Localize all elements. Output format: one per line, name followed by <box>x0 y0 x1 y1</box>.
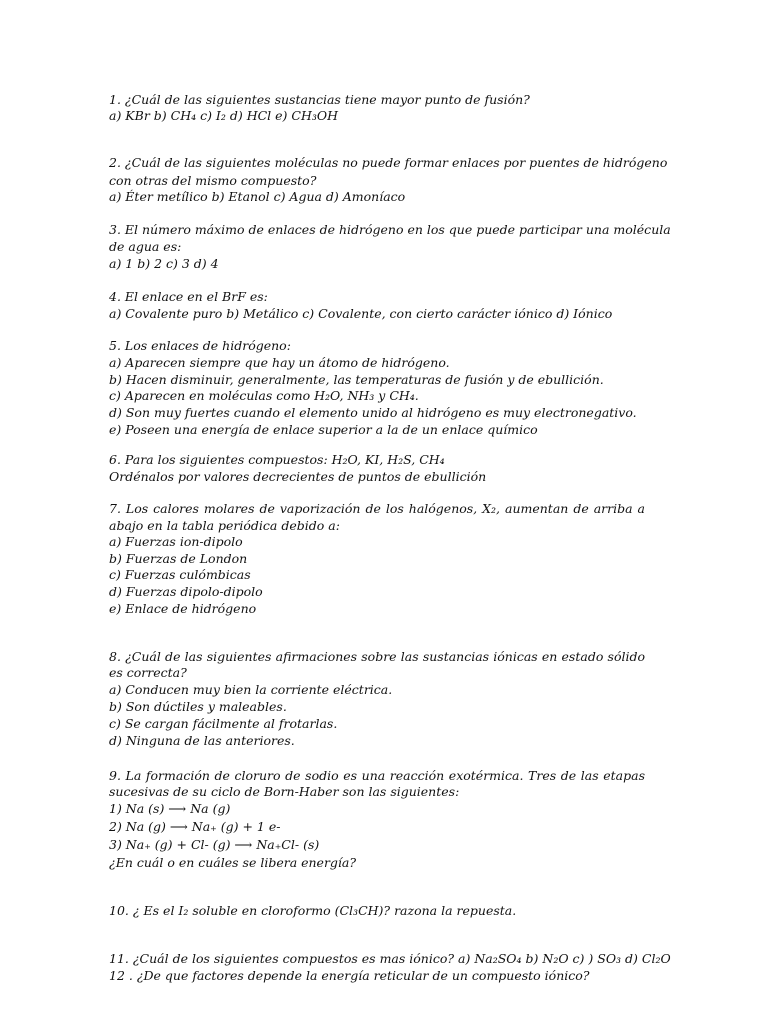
q5-option-d: d) Son muy fuertes cuando el elemento unido al hidrógeno es muy electronegativo. <box>109 405 637 420</box>
q2-text-cont: con otras del mismo compuesto? <box>109 173 317 188</box>
q3-text-cont: de agua es: <box>109 239 182 254</box>
q7-option-a: a) Fuerzas ion-dipolo <box>109 534 243 549</box>
q7-option-e: e) Enlace de hidrógeno <box>109 601 257 616</box>
q7-text: 7. Los calores molares de vaporización de los halógenos, X₂, aumentan de arriba a <box>109 501 645 516</box>
q9-question: ¿En cuál o en cuáles se libera energía? <box>109 855 357 870</box>
q7-option-c: c) Fuerzas culómbicas <box>109 567 251 582</box>
q3-options: a) 1 b) 2 c) 3 d) 4 <box>109 256 219 271</box>
q5-option-a: a) Aparecen siempre que hay un átomo de hidrógeno. <box>109 355 450 370</box>
q8-text: 8. ¿Cuál de las siguientes afirmaciones sobre las sustancias iónicas en estado sólido <box>109 649 645 664</box>
q8-option-c: c) Se cargan fácilmente al frotarlas. <box>109 716 338 731</box>
q10-text: 10. ¿ Es el I₂ soluble en cloroformo (Cl₃CH)? razona la repuesta. <box>109 903 517 918</box>
q5-option-b: b) Hacen disminuir, generalmente, las temperaturas de fusión y de ebullición. <box>109 372 604 387</box>
q3-text: 3. El número máximo de enlaces de hidrógeno en los que puede participar una molécula <box>109 222 671 237</box>
q7-text-cont: abajo en la tabla periódica debido a: <box>109 518 340 533</box>
q8-option-a: a) Conducen muy bien la corriente eléctrica. <box>109 682 393 697</box>
q1-options: a) KBr b) CH₄ c) I₂ d) HCl e) CH₃OH <box>109 108 339 123</box>
q8-text-cont: es correcta? <box>109 665 187 680</box>
q7-option-b: b) Fuerzas de London <box>109 551 248 566</box>
q1-text: 1. ¿Cuál de las siguientes sustancias tiene mayor punto de fusión? <box>109 92 530 107</box>
q9-text: 9. La formación de cloruro de sodio es una reacción exotérmica. Tres de las etapas <box>109 768 645 783</box>
q5-option-c: c) Aparecen en moléculas como H₂O, NH₃ y CH₄. <box>109 388 419 403</box>
q5-option-e: e) Poseen una energía de enlace superior a la de un enlace químico <box>109 422 538 437</box>
q6-text: 6. Para los siguientes compuestos: H₂O, KI, H₂S, CH₄ <box>109 452 445 467</box>
q4-text: 4. El enlace en el BrF es: <box>109 289 268 304</box>
q8-option-b: b) Son dúctiles y maleables. <box>109 699 287 714</box>
q2-options: a) Éter metílico b) Etanol c) Agua d) Amoníaco <box>109 189 406 204</box>
q6-text-cont: Ordénalos por valores decrecientes de puntos de ebullición <box>109 469 487 484</box>
q4-options: a) Covalente puro b) Metálico c) Covalente, con cierto carácter iónico d) Iónico <box>109 306 613 321</box>
q7-option-d: d) Fuerzas dipolo-dipolo <box>109 584 263 599</box>
q9-step-2: 2) Na (g) ⟶ Na₊ (g) + 1 e- <box>109 819 281 834</box>
q12-text: 12 . ¿De que factores depende la energía reticular de un compuesto iónico? <box>109 968 590 983</box>
q9-step-3: 3) Na₊ (g) + Cl- (g) ⟶ Na₊Cl- (s) <box>109 837 320 852</box>
q2-text: 2. ¿Cuál de las siguientes moléculas no puede formar enlaces por puentes de hidrógeno <box>109 155 668 170</box>
q8-option-d: d) Ninguna de las anteriores. <box>109 733 295 748</box>
q9-text-cont: sucesivas de su ciclo de Born-Haber son las siguientes: <box>109 784 460 799</box>
q9-step-1: 1) Na (s) ⟶ Na (g) <box>109 801 231 816</box>
q5-text: 5. Los enlaces de hidrógeno: <box>109 338 291 353</box>
q11-text: 11. ¿Cuál de los siguientes compuestos es mas iónico? a) Na₂SO₄ b) N₂O c) ) SO₃ d) Cl₂O <box>109 951 671 966</box>
